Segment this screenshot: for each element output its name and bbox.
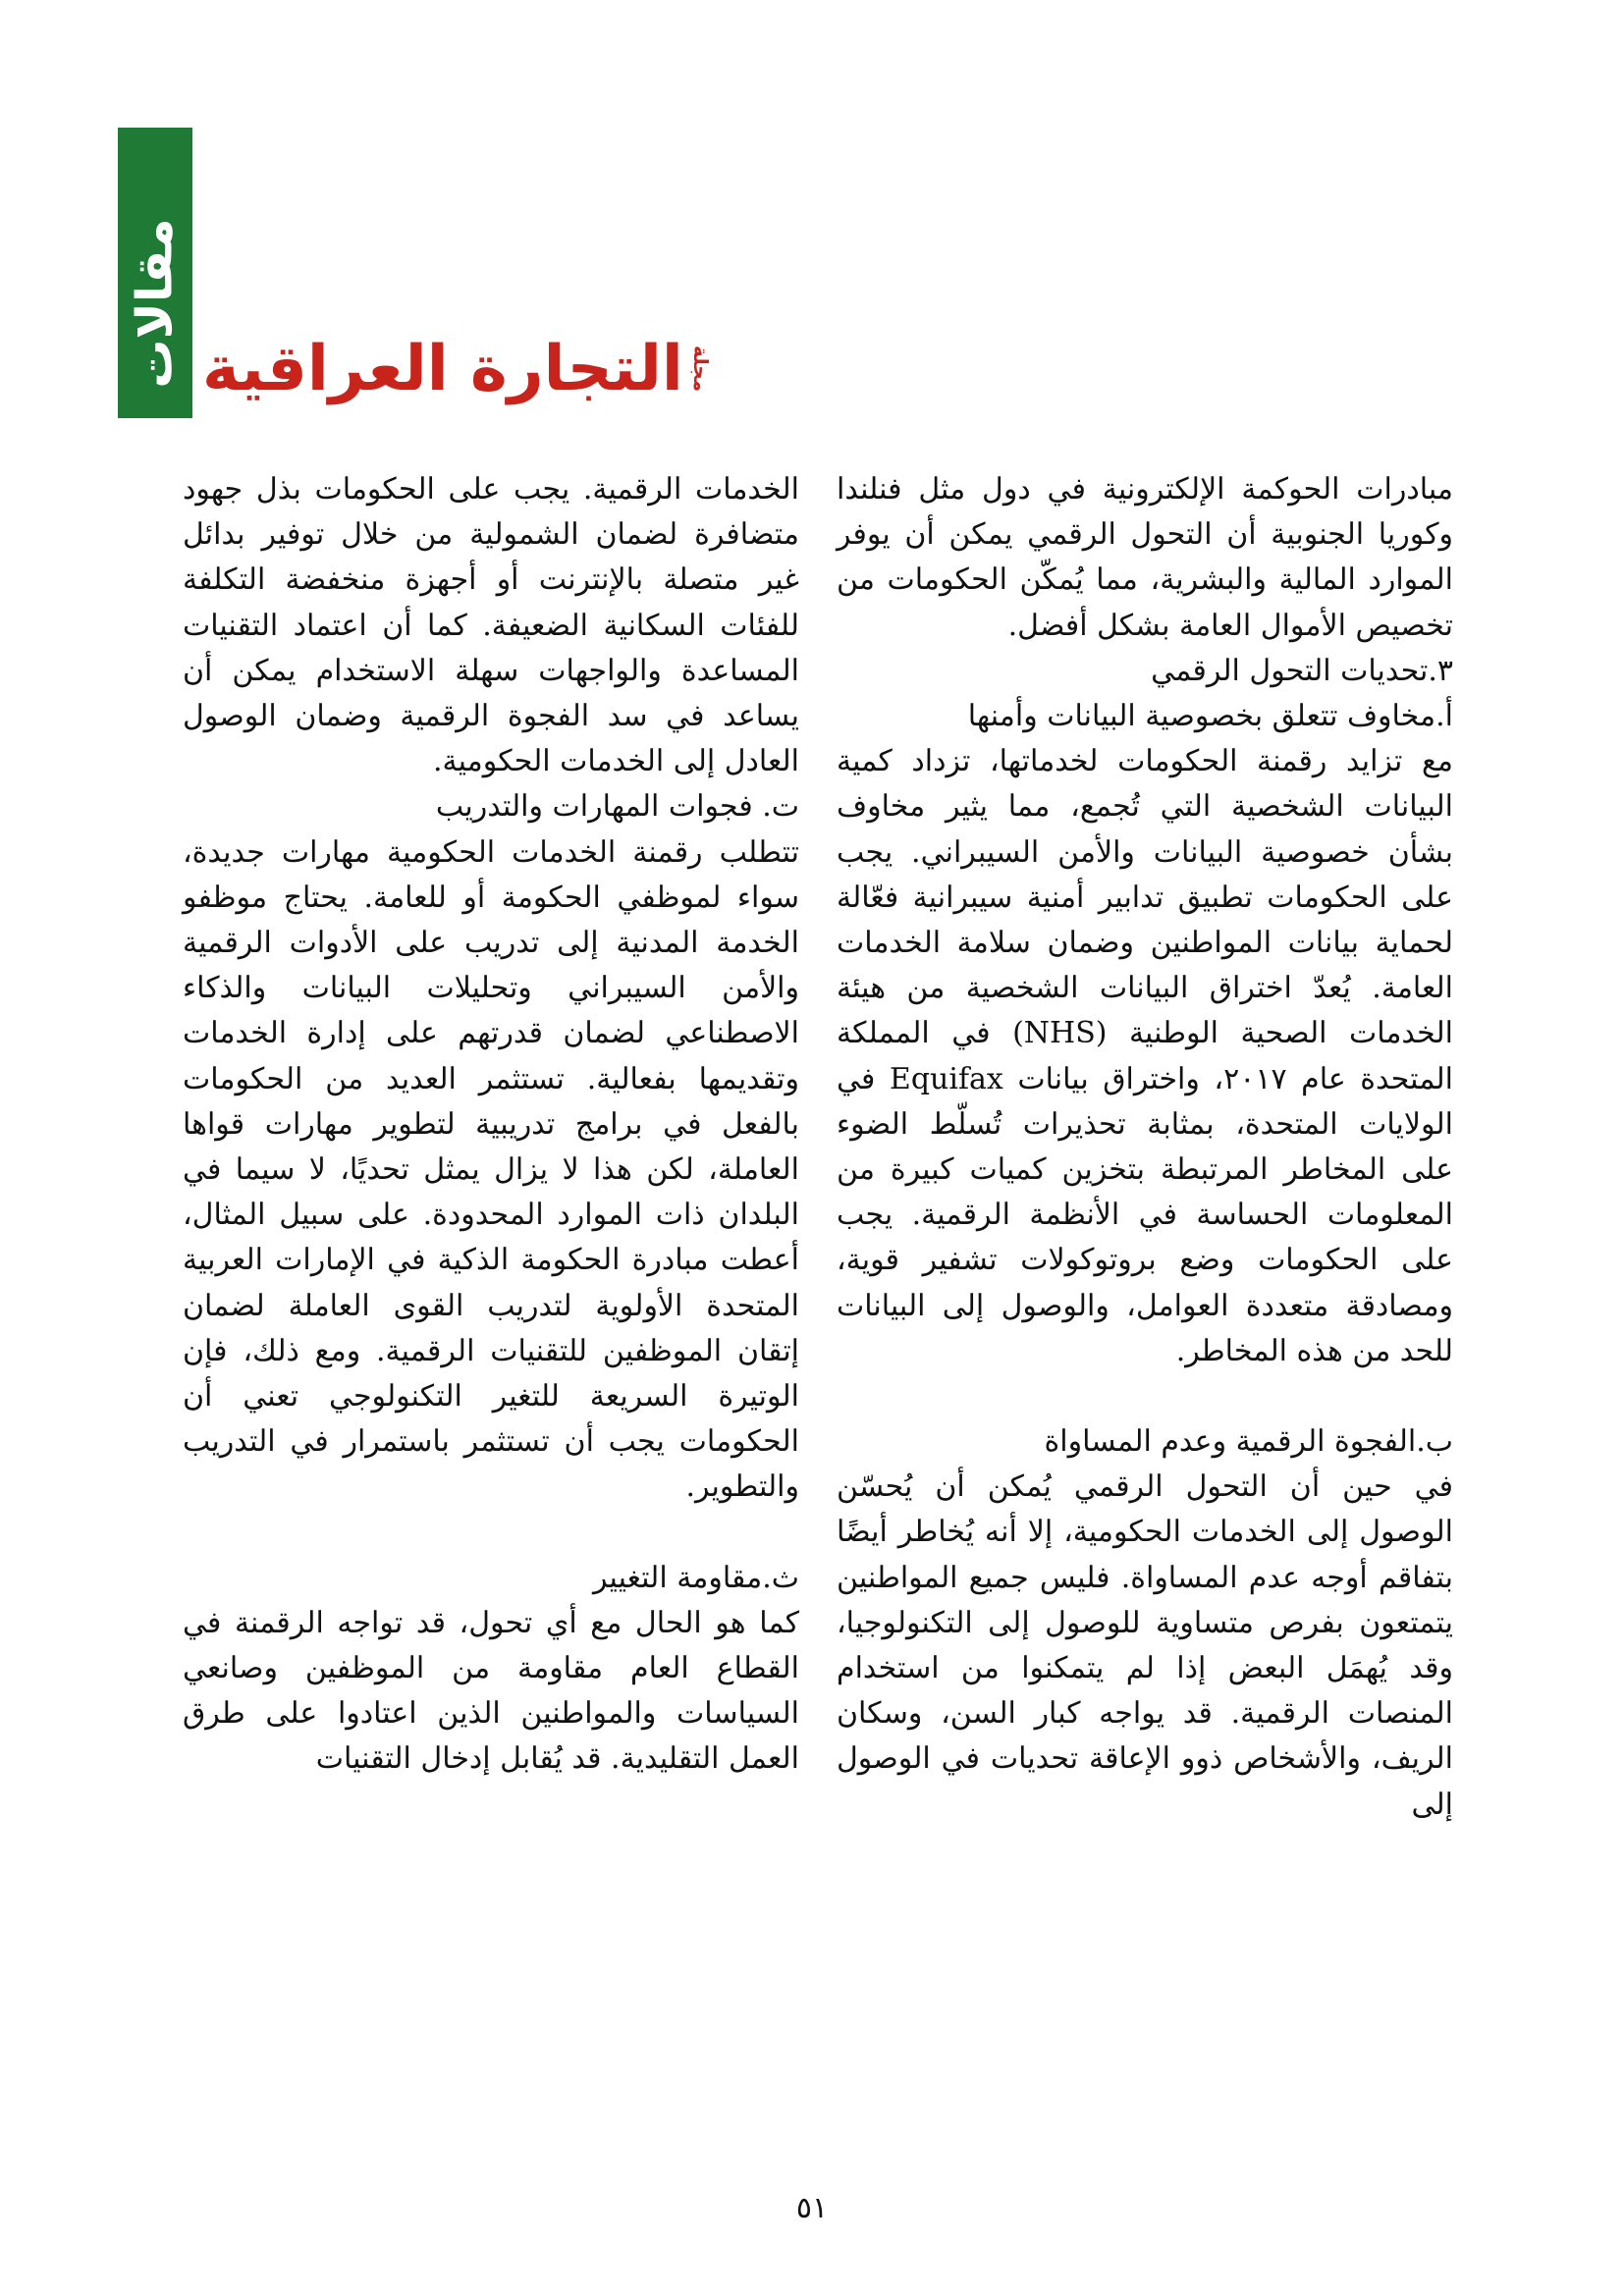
subheading-b: ب.الفجوة الرقمية وعدم المساواة bbox=[1044, 1424, 1453, 1460]
intro-paragraph: مبادرات الحوكمة الإلكترونية في دول مثل فنلندا وكوريا الجنوبية أن التحول الرقمي يمكن أن يوفر الموارد المالية والبشرية، مما يُمكّن الحكومات من تخصيص الأموال العامة بشكل أفضل. bbox=[837, 472, 1453, 643]
magazine-logo bbox=[202, 320, 713, 418]
logo-main-text: التجارة العراقية bbox=[202, 333, 683, 405]
spacer bbox=[183, 1511, 799, 1556]
paragraph-b-continued: الخدمات الرقمية. يجب على الحكومات بذل جهود متضافرة لضمان الشمولية من خلال توفير بدائل غير متصلة بالإنترنت أو أجهزة منخفضة التكلفة للفئات السكانية الضعيفة. كما أن اعتماد التقنيات المساعدة والواجهات سهلة الاستخدام يمكن أن يساعد في سد الفجوة الرقمية وضمان الوصول العادل إلى الخدمات الحكومية. bbox=[183, 472, 799, 779]
right-column bbox=[837, 467, 1453, 1828]
section-heading: ٣.تحديات التحول الرقمي bbox=[1151, 653, 1453, 688]
section-tab bbox=[118, 128, 192, 418]
page-number: ٥١ bbox=[795, 2191, 829, 2225]
paragraph-th: كما هو الحال مع أي تحول، قد تواجه الرقمنة في القطاع العام مقاومة من الموظفين وصانعي السياسات والمواطنين الذين اعتادوا على طرق العمل التقليدية. قد يُقابل إدخال التقنيات bbox=[183, 1605, 799, 1777]
paragraph-b: في حين أن التحول الرقمي يُمكن أن يُحسّن الوصول إلى الخدمات الحكومية، إلا أنه يُخاطر أيضًا بتفاقم أوجه عدم المساواة. فليس جميع المواطنين يتمتعون بفرص متساوية للوصول إلى التكنولوجيا، وقد يُهمَل البعض إذا لم يتمكنوا من استخدام المنصات الرقمية. قد يواجه كبار السن، وسكان الريف، والأشخاص ذوو الإعاقة تحديات في الوصول إلى bbox=[837, 1469, 1453, 1822]
subheading-a: أ.مخاوف تتعلق بخصوصية البيانات وأمنها bbox=[967, 699, 1453, 734]
section-label-wrapper bbox=[118, 128, 192, 418]
spacer bbox=[837, 1374, 1453, 1419]
section-label: مقالات bbox=[127, 218, 185, 389]
paragraph-t: تتطلب رقمنة الخدمات الحكومية مهارات جديدة، سواء لموظفي الحكومة أو للعامة. يحتاج موظفو الخدمة المدنية إلى تدريب على الأدوات الرقمية والأمن السيبراني وتحليلات البيانات والذكاء الاصطناعي لضمان قدرتهم على إدارة الخدمات وتقديمها بفعالية. تستثمر العديد من الحكومات بالفعل في برامج تدريبية لتطوير مهارات قواها العاملة، لكن هذا لا يزال يمثل تحديًا، لا سيما في البلدان ذات الموارد المحدودة. على سبيل المثال، أعطت مبادرة الحكومة الذكية في الإمارات العربية المتحدة الأولوية لتدريب القوى العاملة لضمان إتقان الموظفين للتقنيات الرقمية. ومع ذلك، فإن الوتيرة السريعة للتغير التكنولوجي تعني أن الحكومات يجب أن تستثمر باستمرار في التدريب والتطوير. bbox=[183, 834, 799, 1505]
logo-small-text: مجلة bbox=[688, 346, 713, 393]
left-column bbox=[183, 467, 799, 1783]
paragraph-a: مع تزايد رقمنة الحكومات لخدماتها، تزداد كمية البيانات الشخصية التي تُجمع، مما يثير مخاوف بشأن خصوصية البيانات والأمن السيبراني. يجب على الحكومات تطبيق تدابير أمنية سيبرانية فعّالة لحماية بيانات المواطنين وضمان سلامة الخدمات العامة. يُعدّ اختراق البيانات الشخصية من هيئة الخدمات الصحية الوطنية (NHS) في المملكة المتحدة عام ٢٠١٧، واختراق بيانات Equifax في الولايات المتحدة، بمثابة تحذيرات تُسلّط الضوء على المخاطر المرتبطة بتخزين كميات كبيرة من المعلومات الحساسة في الأنظمة الرقمية. يجب على الحكومات وضع بروتوكولات تشفير قوية، ومصادقة متعددة العوامل، والوصول إلى البيانات للحد من هذه المخاطر. bbox=[837, 744, 1454, 1368]
subheading-t: ت. فجوات المهارات والتدريب bbox=[435, 789, 799, 825]
subheading-th: ث.مقاومة التغيير bbox=[593, 1560, 799, 1595]
